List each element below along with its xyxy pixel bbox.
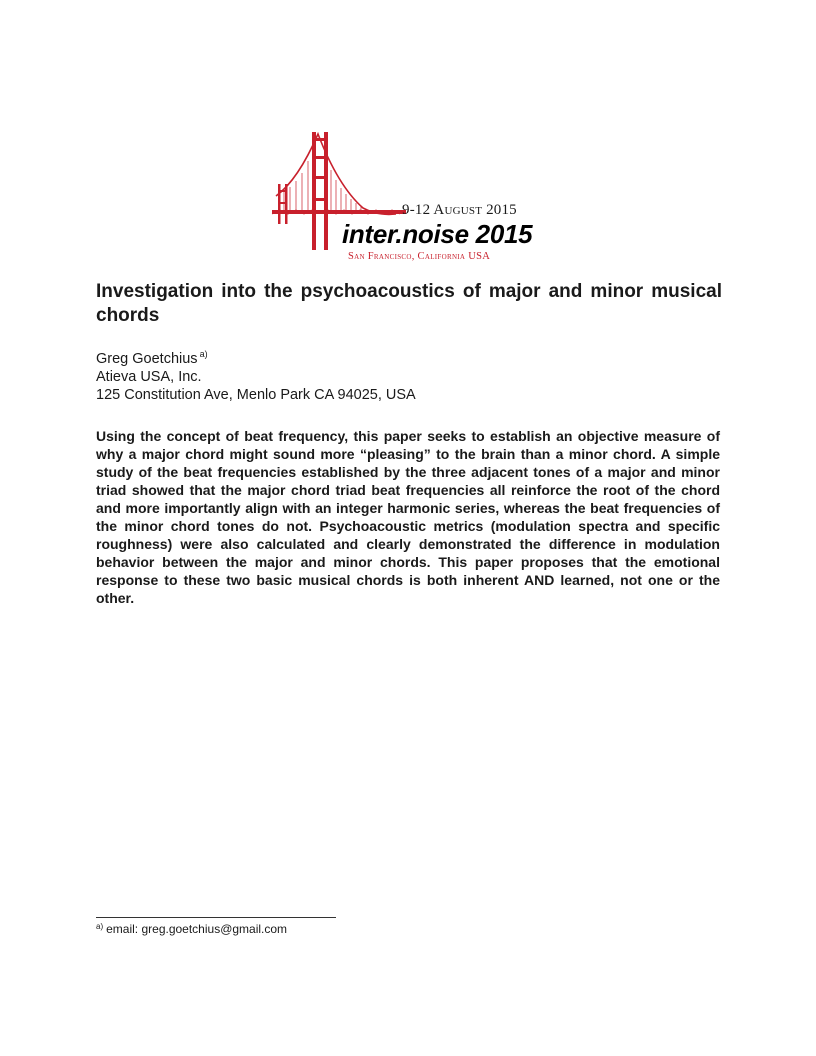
conference-date: 9-12 August 2015 <box>402 202 517 218</box>
abstract: Using the concept of beat frequency, this paper seeks to establish an objective measure of why a major chord might sound more “pleasing” to the brain than a minor chord. A simple study of the beat frequencies established by the three adjacent tones of a major and minor triad showed that the major chord triad beat frequencies all reinforce the root of the chord and more importantly align with an integer harmonic series, whereas the beat frequencies of the minor chord tones do not. Psychoacoustic metrics (modulation spectra and specific roughness) were also calculated and clearly demonstrated the difference in modulation behavior between the major and minor chords. This paper proposes that the emotional response to these two basic musical chords is both inherent AND learned, not one or the other. <box>96 428 720 606</box>
conference-logo <box>268 128 558 268</box>
author-name: Greg Goetchius <box>96 351 198 367</box>
conference-location: San Francisco, California USA <box>348 251 491 262</box>
author-name-line <box>96 350 656 368</box>
author-affiliation: Atieva USA, Inc. <box>96 369 202 385</box>
footnote-email: email: greg.goetchius@gmail.com <box>106 922 288 936</box>
footnote-divider <box>96 917 336 918</box>
author-block <box>96 350 656 404</box>
conference-name: inter.noise 2015 <box>342 219 533 249</box>
footnote <box>96 922 496 937</box>
author-address: 125 Constitution Ave, Menlo Park CA 94025, USA <box>96 387 416 403</box>
paper-title: Investigation into the psychoacoustics of major and minor musical chords <box>96 281 722 326</box>
author-footnote-marker: a) <box>199 349 208 359</box>
footnote-marker: a) <box>96 922 104 931</box>
